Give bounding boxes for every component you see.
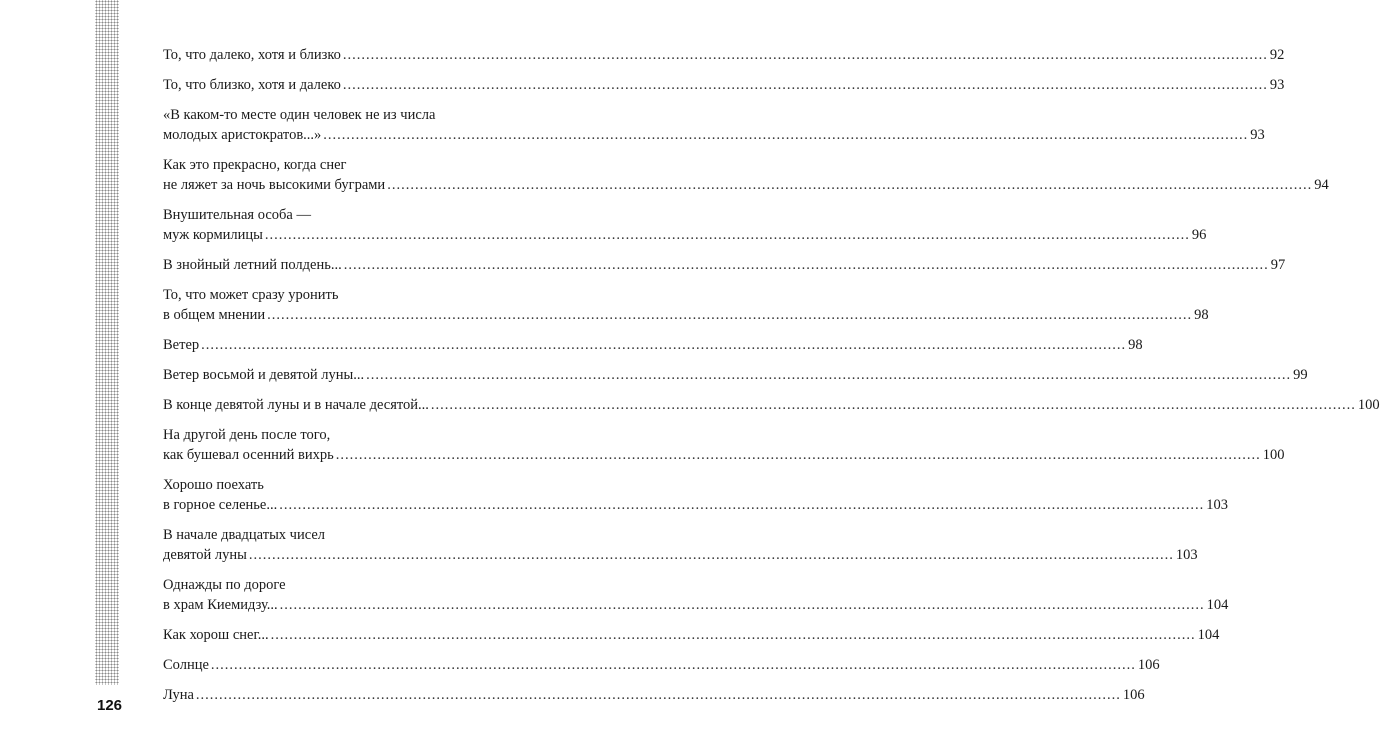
toc-entry-page: 93 [1250,127,1265,143]
toc-entry-final-line [163,365,1308,385]
dot-leader: ........................................................................................................................................................................................................ [279,497,1205,513]
dot-leader: ........................................................................................................................................................................................................ [201,337,1127,353]
toc-entry [163,255,1286,275]
toc-entry-title-line: в общем мнении [163,307,266,323]
toc-entry-title-line: Как это прекрасно, когда снег [163,157,347,173]
toc-entry-title-line: муж кормилицы [163,227,263,243]
toc-entry [163,395,1380,415]
toc-entry-title-line: В начале двадцатых чисел [163,527,326,543]
dot-leader: ........................................................................................................................................................................................................ [195,687,1121,703]
toc-entry-final-line [163,685,1145,705]
toc-entry [163,365,1308,385]
dot-leader: ........................................................................................................................................................................................................ [343,257,1269,273]
toc-entry-title-line: Как хорош снег... [163,627,269,643]
dot-leader: ........................................................................................................................................................................................................ [366,367,1292,383]
dot-leader: ........................................................................................................................................................................................................ [430,397,1356,413]
toc-entry-final-line [163,445,1285,465]
toc-entry-title-line: В знойный летний полдень... [163,257,342,273]
toc-entry-title-line: Солнце [163,657,209,673]
toc-entry [163,335,1143,355]
toc-entry-final-line [163,595,1229,615]
toc-entry-final-line [163,45,1285,65]
toc-entry-page: 98 [1128,337,1143,353]
dot-leader: ........................................................................................................................................................................................................ [279,597,1205,613]
table-of-contents [163,45,1380,715]
toc-entry [163,685,1145,705]
toc-entry-title-line: Луна [163,687,194,703]
toc-entry-final-line [163,125,1265,145]
toc-entry-page: 100 [1357,397,1380,413]
toc-entry-page: 99 [1293,367,1308,383]
toc-entry-final-line [163,655,1160,675]
toc-entry-title-line: как бушевал осенний вихрь [163,447,334,463]
toc-entry-title-line: Ветер восьмой и девятой луны... [163,367,365,383]
toc-entry-final-line [163,305,1209,325]
toc-entry [163,475,1228,515]
toc-entry-final-line [163,335,1143,355]
toc-entry-title-line: В конце девятой луны и в начале десятой... [163,397,429,413]
toc-entry-page: 98 [1194,307,1209,323]
dot-leader: ........................................................................................................................................................................................................ [342,77,1268,93]
dot-leader: ........................................................................................................................................................................................................ [248,547,1174,563]
toc-entry-page: 103 [1206,497,1228,513]
toc-entry-page: 103 [1175,547,1198,563]
dot-leader: ........................................................................................................................................................................................................ [270,627,1196,643]
toc-entry-title-line: Однажды по дороге [163,577,286,593]
toc-entry-final-line [163,395,1380,415]
toc-entry-page: 104 [1206,597,1229,613]
dot-leader: ........................................................................................................................................................................................................ [323,127,1249,143]
toc-entry-title-line: То, что может сразу уронить [163,287,339,303]
toc-entry [163,155,1329,195]
toc-entry [163,205,1207,245]
toc-entry-title-line: «В каком-то месте один человек не из числа [163,107,436,123]
toc-entry-title-line: девятой луны [163,547,247,563]
toc-entry-page: 96 [1191,227,1207,243]
page-number: 126 [97,697,123,714]
toc-entry-title-line: Хорошо поехать [163,477,264,493]
dot-leader: ........................................................................................................................................................................................................ [210,657,1136,673]
decorative-dot-strip [95,0,119,685]
toc-entry-page: 92 [1269,47,1285,63]
toc-entry [163,75,1285,95]
dot-leader: ........................................................................................................................................................................................................ [267,307,1193,323]
toc-entry-title-line: На другой день после того, [163,427,331,443]
toc-entry-page: 93 [1269,77,1285,93]
toc-entry [163,105,1265,145]
toc-entry-title-line: Ветер [163,337,200,353]
toc-entry [163,425,1285,465]
toc-entry-page: 106 [1122,687,1145,703]
toc-entry-page: 104 [1197,627,1220,643]
toc-entry [163,285,1209,325]
toc-entry [163,655,1160,675]
toc-entry-page: 106 [1137,657,1160,673]
toc-entry-final-line [163,255,1286,275]
toc-entry-title-line: в горное селенье... [163,497,278,513]
toc-entry-title-line: не ляжет за ночь высокими буграми [163,177,386,193]
dot-leader: ........................................................................................................................................................................................................ [335,447,1261,463]
toc-entry [163,45,1285,65]
toc-entry-final-line [163,625,1220,645]
dot-leader: ........................................................................................................................................................................................................ [264,227,1190,243]
toc-entry-page: 97 [1270,257,1286,273]
toc-entry-title-line: То, что далеко, хотя и близко [163,47,341,63]
toc-entry-final-line [163,225,1207,245]
toc-entry-final-line [163,75,1285,95]
toc-entry [163,575,1229,615]
toc-entry-title-line: Внушительная особа — [163,207,311,223]
toc-entry-page: 100 [1262,447,1285,463]
toc-entry [163,625,1220,645]
toc-entry-title-line: То, что близко, хотя и далеко [163,77,341,93]
toc-entry-title-line: молодых аристократов...» [163,127,322,143]
toc-entry-page: 94 [1314,177,1329,193]
toc-entry-title-line: в храм Киемидзу... [163,597,278,613]
dot-leader: ........................................................................................................................................................................................................ [387,177,1313,193]
toc-entry-final-line [163,175,1329,195]
toc-entry-final-line [163,545,1198,565]
dot-leader: ........................................................................................................................................................................................................ [342,47,1268,63]
toc-entry-final-line [163,495,1228,515]
toc-entry [163,525,1198,565]
